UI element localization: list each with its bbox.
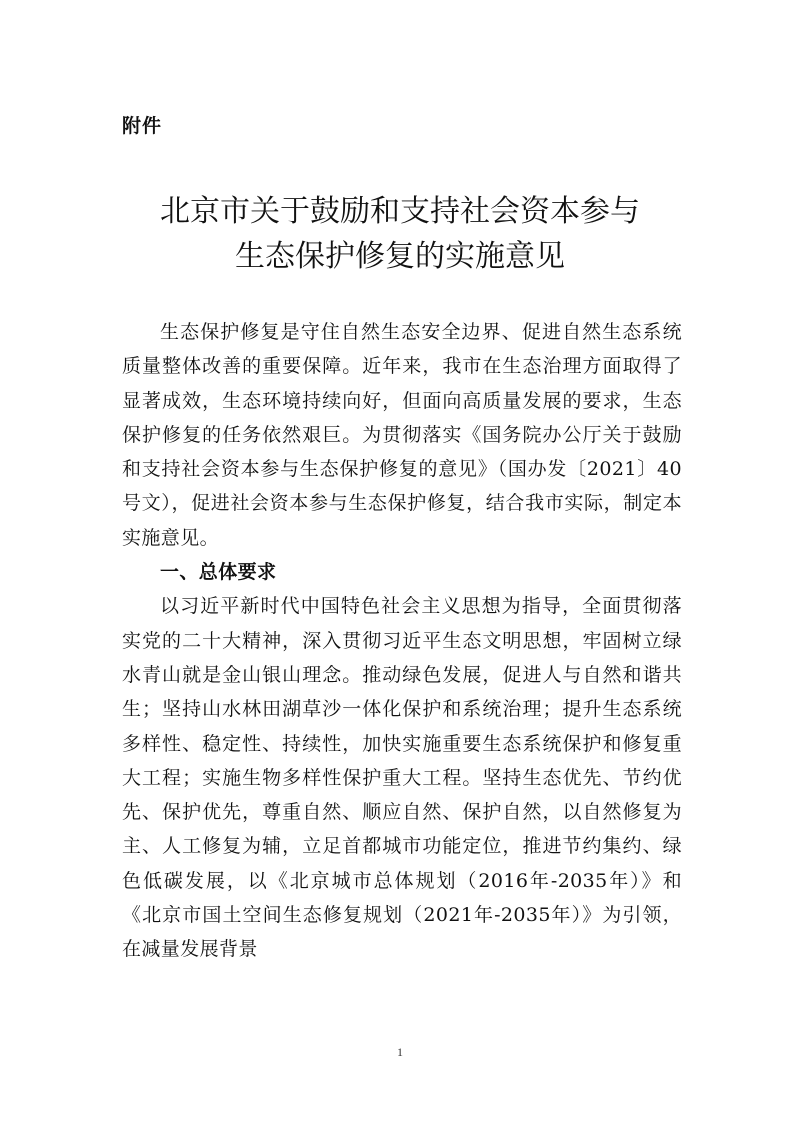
page-number: 1	[397, 1045, 403, 1059]
document-body	[122, 315, 682, 967]
document-title-line-1: 北京市关于鼓励和支持社会资本参与	[160, 194, 640, 229]
attachment-label: 附件	[122, 115, 163, 137]
document-title-line-2: 生态保护修复的实施意见	[235, 239, 565, 274]
section-heading-general-requirements: 一、总体要求	[160, 561, 277, 584]
intro-paragraph: 生态保护修复是守住自然生态安全边界、促进自然生态系统质量整体改善的重要保障。近年来，我市在生态治理方面取得了显著成效，生态环境持续向好，但面向高质量发展的要求，生态保护修复的任务依然艰巨。为贯彻落实《国务院办公厅关于鼓励和支持社会资本参与生态保护修复的意见》（国办发〔2021〕40号文），促进社会资本参与生态保护修复，结合我市实际，制定本实施意见。	[122, 321, 682, 549]
general-requirements-paragraph: 以习近平新时代中国特色社会主义思想为指导，全面贯彻落实党的二十大精神，深入贯彻习近平生态文明思想，牢固树立绿水青山就是金山银山理念。推动绿色发展，促进人与自然和谐共生；坚持山水林田湖草沙一体化保护和系统治理；提升生态系统多样性、稳定性、持续性，加快实施重要生态系统保护和修复重大工程；实施生物多样性保护重大工程。坚持生态优先、节约优先、保护优先，尊重自然、顺应自然、保护自然，以自然修复为主、人工修复为辅，立足首都城市功能定位，推进节约集约、绿色低碳发展，以《北京城市总体规划（2016年-2035年）》和《北京市国土空间生态修复规划（2021年-2035年）》为引领，在减量发展背景	[122, 595, 682, 961]
